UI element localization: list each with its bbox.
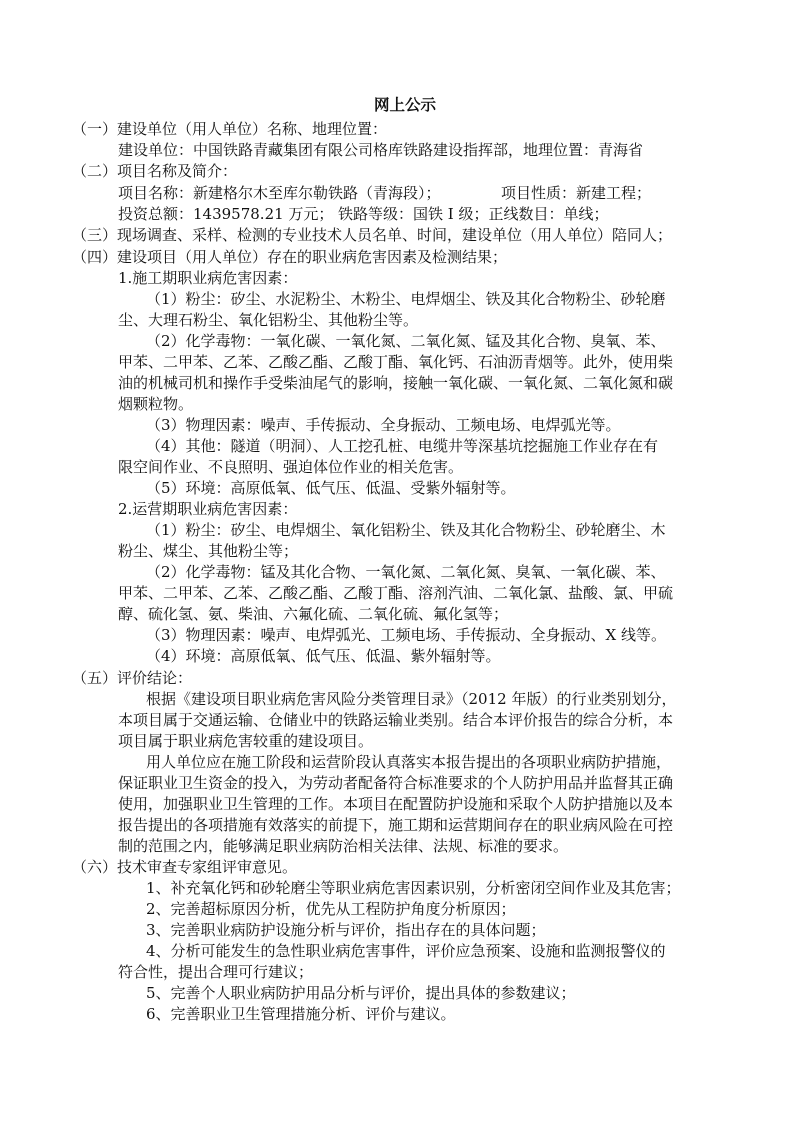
construction-chem-line-2: 甲苯、二甲苯、乙苯、乙酸乙酯、乙酸丁酯、氧化钙、石油沥青烟等。此外，使用柴 (118, 353, 674, 371)
review-item-6: 6、完善职业卫生管理措施分析、评价与建议。 (146, 1005, 456, 1023)
project-name: 项目名称：新建格尔木至库尔勒铁路（青海段）； (118, 184, 441, 202)
operation-chem-line-1: （2）化学毒物：锰及其化合物、一氧化氮、二氧化氮、臭氧、一氧化碳、苯、 (146, 563, 666, 581)
section-2-row-2 (118, 204, 608, 224)
review-item-4-line-2: 符合性，提出合理可行建议； (118, 963, 314, 981)
operation-dust-line-2: 粉尘、煤尘、其他粉尘等； (118, 542, 299, 560)
operation-physical: （3）物理因素：噪声、电焊弧光、工频电场、手传振动、全身振动、X 线等。 (146, 626, 666, 644)
construction-chem-line-4: 烟颗粒物。 (118, 395, 194, 413)
review-item-5: 5、完善个人职业病防护用品分析与评价，提出具体的参数建议； (146, 984, 576, 1002)
operation-environment: （4）环境：高原低氧、低气压、低温、紫外辐射等。 (146, 647, 501, 665)
construction-dust-line-2: 尘、大理石粉尘、氧化铝粉尘、其他粉尘等。 (118, 311, 419, 329)
conclusion-p2-line-1: 用人单位应在施工阶段和运营阶段认真落实本报告提出的各项职业病防护措施， (146, 753, 672, 771)
section-6-heading: （六）技术审查专家组评审意见。 (72, 858, 298, 876)
review-item-1: 1、补充氧化钙和砂轮磨尘等职业病危害因素识别，分析密闭空间作业及其危害； (146, 879, 681, 897)
construction-environment: （5）环境：高原低氧、低气压、低温、受紫外辐射等。 (146, 479, 516, 497)
conclusion-p2-line-3: 使用，加强职业卫生管理的工作。本项目在配置防护设施和采取个人防护措施以及本 (118, 795, 674, 813)
page-title: 网上公示 (374, 95, 437, 114)
construction-period-title: 1.施工期职业病危害因素： (118, 269, 298, 287)
section-5-heading: （五）评价结论： (72, 669, 193, 687)
operation-dust-line-1: （1）粉尘：矽尘、电焊烟尘、氧化铝粉尘、铁及其化合物粉尘、砂轮磨尘、木 (146, 521, 666, 539)
section-4-heading: （四）建设项目（用人单位）存在的职业病危害因素及检测结果； (72, 248, 508, 266)
operation-period-title: 2.运营期职业病危害因素： (118, 500, 298, 518)
project-nature: 项目性质：新建工程； (501, 184, 652, 202)
section-3-heading: （三）现场调查、采样、检测的专业技术人员名单、时间，建设单位（用人单位）陪同人； (72, 226, 673, 244)
construction-other-line-1: （4）其他：隧道（明洞）、人工挖孔桩、电缆井等深基坑挖掘施工作业存在有 (146, 437, 659, 455)
review-item-4-line-1: 4、分析可能发生的急性职业病危害事件，评价应急预案、设施和监测报警仪的 (146, 942, 666, 960)
section-1-heading: （一）建设单位（用人单位）名称、地理位置： (72, 120, 388, 138)
construction-physical: （3）物理因素：噪声、手传振动、全身振动、工频电场、电焊弧光等。 (146, 416, 621, 434)
conclusion-p2-line-4: 报告提出的各项措施有效落实的前提下，施工期和运营期间存在的职业病风险在可控 (118, 816, 674, 834)
conclusion-p1-line-2: 本项目属于交通运输、仓储业中的铁路运输业类别。结合本评价报告的综合分析，本 (118, 711, 674, 729)
conclusion-p2-line-2: 保证职业卫生资金的投入，为劳动者配备符合标准要求的个人防护用品并监督其正确 (118, 774, 674, 792)
section-2-heading: （二）项目名称及简介： (72, 162, 238, 180)
railway-grade: 铁路等级：国铁 I 级；正线数目：单线； (338, 205, 609, 223)
conclusion-p1-line-1: 根据《建设项目职业病危害风险分类管理目录》（2012 年版）的行业类别划分， (146, 690, 677, 708)
section-1-body: 建设单位：中国铁路青藏集团有限公司格库铁路建设指挥部，地理位置：青海省 (118, 141, 644, 159)
total-investment: 投资总额：1439578.21 万元； (118, 205, 334, 223)
review-item-3: 3、完善职业病防护设施分析与评价，指出存在的具体问题； (146, 921, 546, 939)
conclusion-p1-line-3: 项目属于职业病危害较重的建设项目。 (118, 732, 374, 750)
conclusion-p2-line-5: 制的范围之内，能够满足职业病防治相关法律、法规、标准的要求。 (118, 837, 569, 855)
construction-dust-line-1: （1）粉尘：矽尘、水泥粉尘、木粉尘、电焊烟尘、铁及其化合物粉尘、砂轮磨 (146, 290, 666, 308)
construction-chem-line-3: 油的机械司机和操作手受柴油尾气的影响，接触一氧化碳、一氧化氮、二氧化氮和碳 (118, 374, 674, 392)
construction-other-line-2: 限空间作业、不良照明、强迫体位作业的相关危害。 (118, 458, 464, 476)
construction-chem-line-1: （2）化学毒物：一氧化碳、一氧化氮、二氧化氮、锰及其化合物、臭氧、苯、 (146, 332, 666, 350)
operation-chem-line-2: 甲苯、二甲苯、乙苯、乙酸乙酯、乙酸丁酯、溶剂汽油、二氧化氯、盐酸、氯、甲硫 (118, 584, 674, 602)
section-2-row-1 (118, 183, 651, 203)
operation-chem-line-3: 醇、硫化氢、氨、柴油、六氟化硫、二氧化硫、氟化氢等； (118, 605, 509, 623)
review-item-2: 2、完善超标原因分析，优先从工程防护角度分析原因； (146, 900, 516, 918)
